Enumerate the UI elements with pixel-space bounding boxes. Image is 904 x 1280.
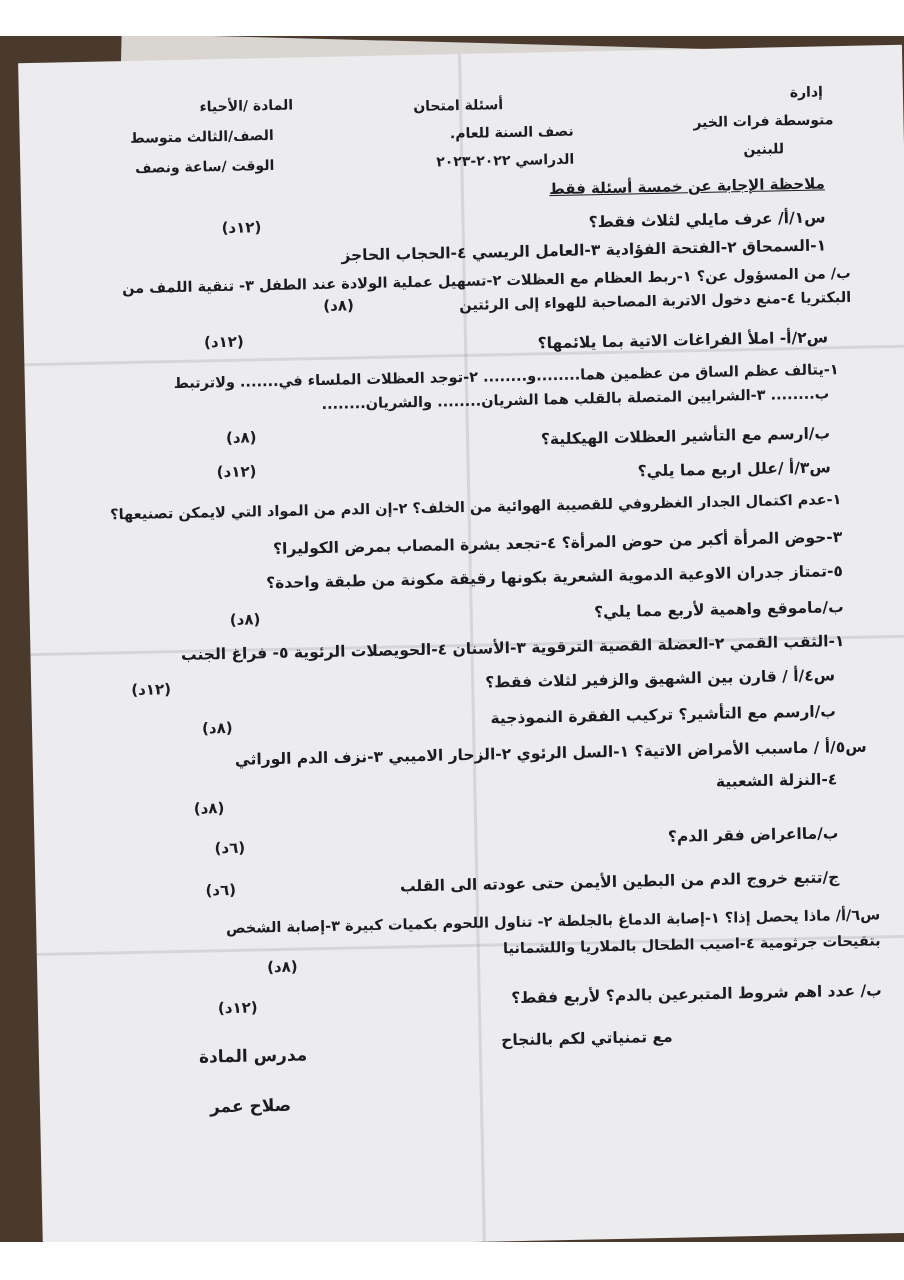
exam-note: ملاحظة الإجابة عن خمسة أسئلة فقط xyxy=(548,174,825,199)
q1-a: س١/أ/ عرف مايلي لثلاث فقط؟ xyxy=(588,208,826,232)
q3-a-items-1: ١-عدم اكتمال الجدار الغظروفي للقصيبة الهوائية من الخلف؟ ٢-إن الدم من المواد التي لايمكن تصنيعها؟ xyxy=(110,492,842,524)
q3-b-items: ١-الثقب القمي ٢-العضلة القصية الترقوية ٣-الأسنان ٤-الحويصلات الرئوية ٥- فراغ الجنب xyxy=(180,632,845,664)
q5-a-cont: ٤-النزلة الشعبية xyxy=(715,770,838,791)
q1-a-items: ١-السمحاق ٢-الفتحة الفؤادية ٣-العامل الريسي ٤-الحجاب الحاجز xyxy=(341,236,827,265)
q2-a-items: ١-يتالف عظم الساق من عظمين هما........و........ ٢-توجد العظلات الملساء في....... ولاترتبط xyxy=(173,362,839,393)
teacher-title: مدرس المادة xyxy=(198,1045,308,1068)
q5-c: ج/تتبع خروج الدم من البطين الأيمن حتى عودته الى القلب xyxy=(399,868,840,896)
good-luck-text: مع تمنياتي لكم بالنجاح xyxy=(500,1027,673,1050)
q3-b: ب/ماموقع واهمية لأربع مما يلي؟ xyxy=(593,598,844,622)
mark: (٨د) xyxy=(225,428,257,447)
header-center-1: أسئلة امتحان xyxy=(413,97,504,115)
q2-a-items-cont: ب........ ٣-الشرايين المتصلة بالقلب هما الشريان........ والشريان........ xyxy=(321,386,830,413)
header-left-1: المادة /الأحياء xyxy=(199,97,294,116)
exam-sheet xyxy=(18,45,904,1242)
mark: (١٢د) xyxy=(131,680,172,700)
q6-a: س٦/أ/ ماذا يحصل إذا؟ ١-إصابة الدماغ بالجلطة ٢- تناول اللحوم بكميات كبيرة ٣-إصابة الشخص xyxy=(225,907,881,938)
mark: (١٢د) xyxy=(217,998,258,1018)
q6-b: ب/ عدد اهم شروط المتبرعين بالدم؟ لأربع فقط؟ xyxy=(511,981,882,1008)
q1-b: ب/ من المسؤول عن؟ ١-ربط العظام مع العظلات ٢-تسهيل عملية الولادة عند الطفل ٣- تنقية اللمف من xyxy=(121,265,851,298)
q4-b: ب/ارسم مع التأشير؟ تركيب الفقرة النموذجية xyxy=(490,702,837,728)
q1-b-cont: البكتريا ٤-منع دخول الاتربة المصاحبة للهواء إلى الرئتين xyxy=(459,289,852,315)
q3-a-items-2: ٣-حوض المرأة أكبر من حوض المرأة؟ ٤-تجعد بشرة المصاب بمرض الكوليرا؟ xyxy=(272,528,843,559)
mark: (٨د) xyxy=(323,296,355,315)
q3-a-items-3: ٥-تمتاز جدران الاوعية الدموية الشعرية بكونها رقيقة مكونة من طبقة واحدة؟ xyxy=(265,562,844,593)
mark: (٨د) xyxy=(266,957,298,977)
mark: (٨د) xyxy=(201,718,233,738)
header-right-2: متوسطة فرات الخير xyxy=(693,112,834,132)
mark: (١٢د) xyxy=(221,218,262,238)
teacher-name: صلاح عمر xyxy=(209,1095,292,1118)
header-center-3: الدراسي ٢٠٢٢-٢٠٢٣ xyxy=(436,151,575,171)
q6-a-cont: بتقيحات جرثومية ٤-اصيب الطحال بالملاريا واللشمانيا xyxy=(502,933,881,958)
mark: (١٢د) xyxy=(216,462,257,482)
header-left-2: الصف/الثالث متوسط xyxy=(129,127,274,147)
mark: (٦د) xyxy=(205,880,237,900)
header-right-3: للبنين xyxy=(743,141,785,159)
header-left-3: الوقت /ساعة ونصف xyxy=(134,157,275,177)
q2-a: س٢/أ- املأ الفراغات الاتية بما يلائمها؟ xyxy=(537,328,829,353)
q4-a: س٤/أ / قارن بين الشهيق والزفير لثلاث فقط؟ xyxy=(485,666,836,692)
q5-b: ب/مااعراض فقر الدم؟ xyxy=(667,824,839,846)
header-center-2: نصف السنة للعام. xyxy=(449,123,574,143)
mark: (٦د) xyxy=(214,838,246,858)
photo-background xyxy=(0,36,904,1242)
mark: (٨د) xyxy=(193,799,225,818)
q5-a: س٥/أ / ماسبب الأمراض الاتية؟ ١-السل الرئوي ٢-الزحار الاميبي ٣-نزف الدم الوراثي xyxy=(234,737,867,769)
mark: (١٢د) xyxy=(203,332,244,352)
mark: (٨د) xyxy=(229,610,261,629)
header-right-1: إدارة xyxy=(789,84,824,102)
q3-a: س٣/أ /علل اربع مما يلي؟ xyxy=(637,458,831,481)
q2-b: ب/ارسم مع التأشير العظلات الهيكلية؟ xyxy=(540,424,831,449)
